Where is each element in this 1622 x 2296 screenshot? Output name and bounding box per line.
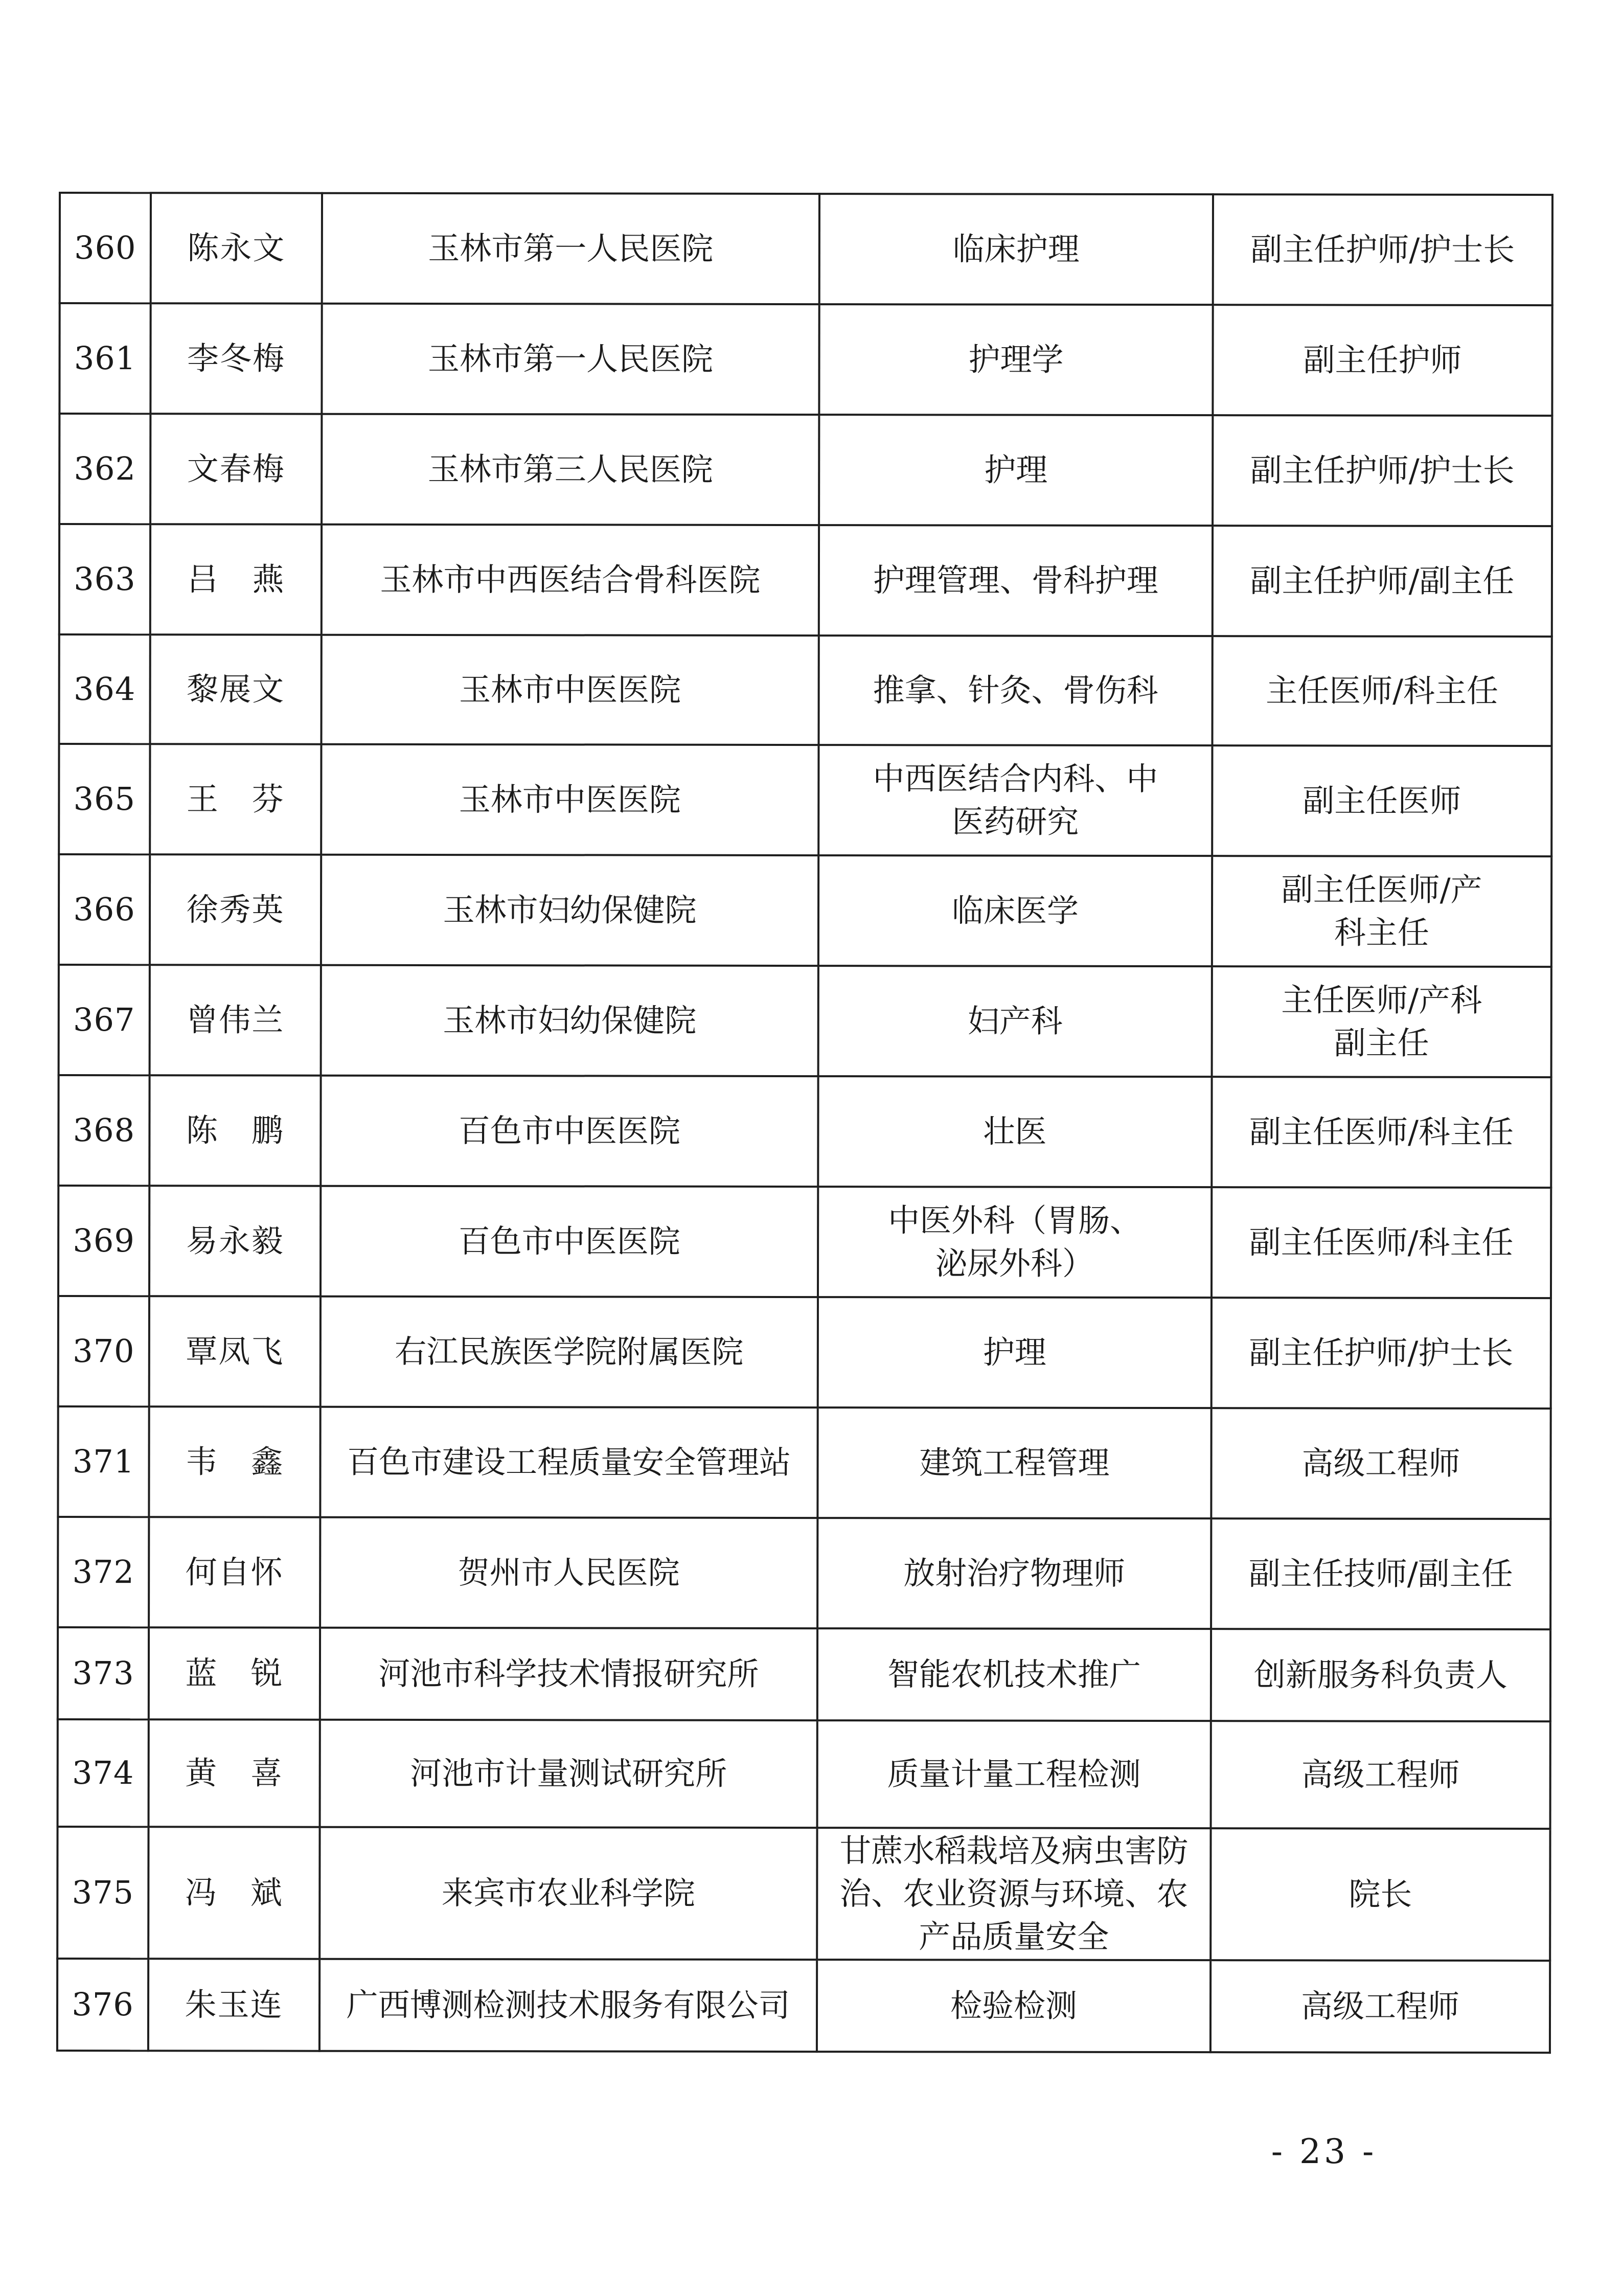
cell-title: 院长 bbox=[1210, 1828, 1550, 1961]
cell-specialty: 放射治疗物理师 bbox=[817, 1518, 1211, 1629]
cell-organization: 玉林市中医医院 bbox=[321, 744, 818, 855]
cell-text: 副主任医师/产科主任 bbox=[1281, 871, 1482, 951]
cell-number: 365 bbox=[59, 744, 150, 854]
table-row bbox=[57, 1959, 1550, 2053]
cell-title bbox=[1212, 856, 1551, 967]
cell-name: 陈永文 bbox=[151, 193, 322, 303]
cell-text: 甘蔗水稻栽培及病虫害防治、农业资源与环境、农产品质量安全 bbox=[839, 1832, 1189, 1956]
cell-organization: 河池市科学技术情报研究所 bbox=[320, 1628, 817, 1720]
cell-text: 主任医师/产科副主任 bbox=[1281, 981, 1482, 1062]
cell-specialty: 壮医 bbox=[818, 1076, 1212, 1187]
cell-specialty bbox=[818, 1187, 1212, 1298]
cell-organization: 百色市中医医院 bbox=[321, 1186, 818, 1297]
cell-number: 369 bbox=[58, 1186, 149, 1296]
cell-name: 易永毅 bbox=[149, 1186, 321, 1296]
cell-number: 373 bbox=[58, 1627, 149, 1719]
cell-organization: 玉林市第一人民医院 bbox=[322, 304, 819, 415]
cell-text: 中西医结合内科、中医药研究 bbox=[873, 760, 1158, 840]
cell-title: 副主任技师/副主任 bbox=[1211, 1518, 1550, 1629]
cell-title bbox=[1212, 966, 1551, 1077]
cell-specialty: 妇产科 bbox=[818, 966, 1212, 1077]
cell-number: 374 bbox=[58, 1719, 149, 1827]
cell-title: 副主任护师/护士长 bbox=[1213, 415, 1552, 526]
cell-title: 主任医师/科主任 bbox=[1212, 636, 1551, 746]
table-row bbox=[58, 1719, 1550, 1829]
cell-name: 冯 斌 bbox=[148, 1827, 319, 1959]
cell-organization: 玉林市妇幼保健院 bbox=[321, 855, 818, 966]
cell-organization: 百色市建设工程质量安全管理站 bbox=[320, 1407, 817, 1518]
table-row bbox=[58, 1517, 1550, 1629]
cell-organization: 百色市中医医院 bbox=[321, 1076, 818, 1187]
cell-title: 高级工程师 bbox=[1211, 1408, 1550, 1519]
cell-number: 376 bbox=[57, 1959, 148, 2051]
roster-table bbox=[56, 192, 1554, 2054]
table-row bbox=[57, 1827, 1550, 1961]
cell-organization: 玉林市中西医结合骨科医院 bbox=[322, 525, 819, 635]
cell-title: 副主任护师/副主任 bbox=[1213, 526, 1552, 636]
table-row bbox=[59, 965, 1551, 1077]
cell-number: 370 bbox=[58, 1296, 149, 1406]
cell-number: 368 bbox=[58, 1075, 149, 1186]
table-row bbox=[58, 1406, 1550, 1519]
cell-specialty: 护理管理、骨科护理 bbox=[819, 525, 1213, 636]
cell-name: 李冬梅 bbox=[150, 303, 322, 414]
table-row bbox=[59, 414, 1552, 526]
cell-number: 375 bbox=[57, 1827, 148, 1959]
cell-name: 徐秀英 bbox=[150, 854, 321, 965]
cell-title: 创新服务科负责人 bbox=[1211, 1629, 1550, 1721]
cell-number: 372 bbox=[58, 1517, 149, 1627]
cell-number: 366 bbox=[59, 854, 150, 965]
cell-organization: 来宾市农业科学院 bbox=[319, 1827, 817, 1960]
cell-title: 副主任医师/科主任 bbox=[1212, 1077, 1551, 1188]
cell-specialty: 检验检测 bbox=[817, 1960, 1210, 2052]
cell-name: 朱玉连 bbox=[148, 1959, 319, 2051]
cell-organization: 玉林市中医医院 bbox=[321, 635, 818, 745]
table-row bbox=[59, 524, 1552, 636]
cell-number: 371 bbox=[58, 1406, 149, 1517]
cell-name: 蓝 锐 bbox=[149, 1627, 320, 1719]
cell-number: 362 bbox=[59, 414, 150, 524]
page-number: - 23 - bbox=[1271, 2132, 1377, 2171]
cell-name: 吕 燕 bbox=[150, 524, 322, 634]
table-row bbox=[59, 744, 1551, 856]
cell-number: 364 bbox=[59, 634, 150, 744]
cell-name: 曾伟兰 bbox=[150, 965, 321, 1075]
cell-specialty: 护理 bbox=[818, 1297, 1212, 1408]
cell-title: 高级工程师 bbox=[1210, 1960, 1550, 2053]
cell-text: 中医外科（胃肠、泌尿外科） bbox=[888, 1201, 1142, 1282]
table-row bbox=[60, 193, 1552, 305]
cell-number: 360 bbox=[60, 193, 151, 303]
cell-specialty: 建筑工程管理 bbox=[817, 1407, 1211, 1518]
cell-specialty: 推拿、针灸、骨伤科 bbox=[818, 635, 1212, 745]
cell-organization: 贺州市人民医院 bbox=[320, 1517, 817, 1628]
table-row bbox=[58, 1296, 1551, 1408]
cell-specialty: 临床护理 bbox=[819, 194, 1213, 305]
table-row bbox=[59, 634, 1551, 746]
cell-title: 高级工程师 bbox=[1211, 1721, 1550, 1829]
cell-title: 副主任护师/护士长 bbox=[1213, 194, 1552, 305]
cell-organization: 右江民族医学院附属医院 bbox=[321, 1297, 818, 1407]
table-row bbox=[59, 854, 1551, 967]
table-row bbox=[59, 303, 1552, 416]
cell-organization: 玉林市妇幼保健院 bbox=[321, 965, 818, 1076]
cell-specialty: 护理学 bbox=[819, 304, 1213, 415]
table-row bbox=[58, 1075, 1551, 1188]
cell-name: 黄 喜 bbox=[149, 1719, 320, 1827]
cell-name: 覃凤飞 bbox=[149, 1296, 321, 1406]
cell-number: 367 bbox=[59, 965, 150, 1075]
cell-specialty: 智能农机技术推广 bbox=[817, 1628, 1211, 1721]
cell-name: 韦 鑫 bbox=[149, 1406, 320, 1517]
cell-specialty: 护理 bbox=[819, 415, 1213, 526]
cell-name: 何自怀 bbox=[149, 1517, 320, 1627]
cell-organization: 玉林市第一人民医院 bbox=[322, 193, 819, 304]
cell-number: 363 bbox=[59, 524, 150, 634]
cell-name: 陈 鹏 bbox=[149, 1075, 321, 1186]
cell-number: 361 bbox=[59, 303, 150, 414]
cell-specialty: 临床医学 bbox=[818, 855, 1212, 966]
cell-title: 副主任护师/护士长 bbox=[1212, 1298, 1551, 1408]
table-row bbox=[58, 1627, 1550, 1721]
roster-table-body bbox=[57, 193, 1552, 2053]
cell-title: 副主任医师/科主任 bbox=[1212, 1187, 1551, 1298]
cell-organization: 玉林市第三人民医院 bbox=[322, 414, 819, 525]
cell-title: 副主任医师 bbox=[1212, 745, 1551, 856]
cell-name: 王 芬 bbox=[150, 744, 321, 854]
cell-organization: 河池市计量测试研究所 bbox=[320, 1720, 817, 1828]
cell-specialty bbox=[818, 745, 1212, 856]
cell-title: 副主任护师 bbox=[1213, 305, 1552, 416]
cell-specialty: 质量计量工程检测 bbox=[817, 1720, 1211, 1828]
cell-name: 文春梅 bbox=[150, 414, 322, 524]
cell-name: 黎展文 bbox=[150, 634, 321, 744]
cell-specialty bbox=[817, 1828, 1210, 1960]
table-row bbox=[58, 1186, 1551, 1298]
cell-organization: 广西博测检测技术服务有限公司 bbox=[319, 1959, 817, 2052]
